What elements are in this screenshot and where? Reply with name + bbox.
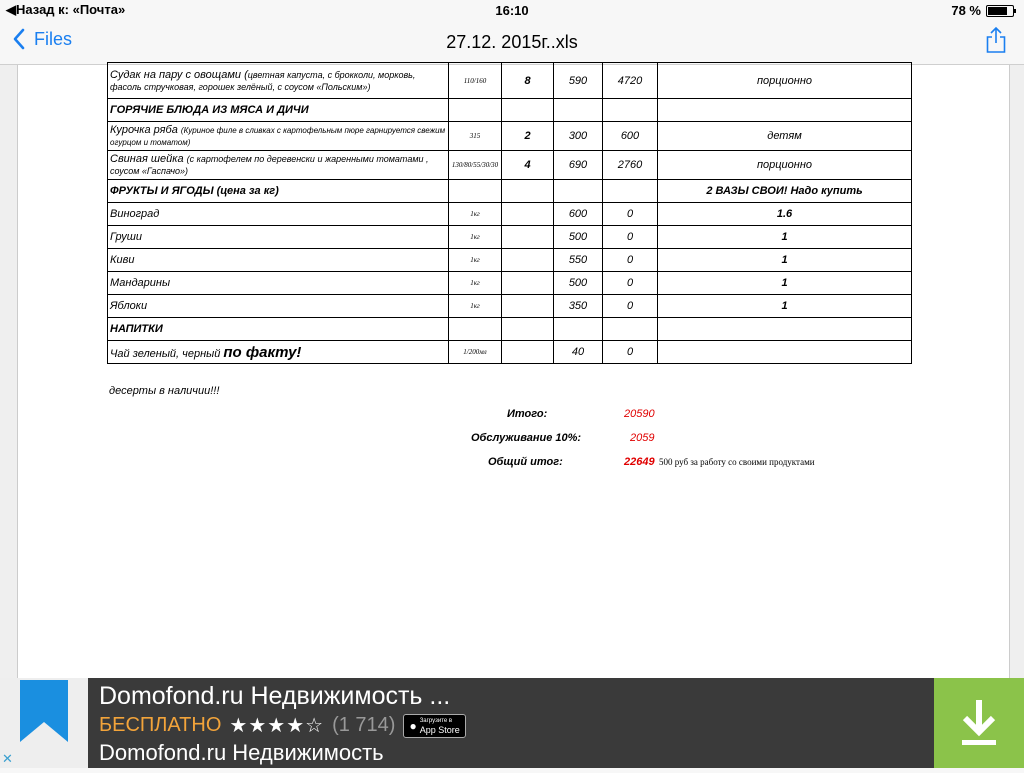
section-title: НАПИТКИ <box>108 318 449 341</box>
ad-price: БЕСПЛАТНО <box>99 714 222 736</box>
dish-weight: 110/160 <box>449 63 502 99</box>
dish-sum: 0 <box>603 272 658 295</box>
files-back-label: Files <box>34 28 73 49</box>
dish-weight: 130/80/55/30/30 <box>449 151 502 180</box>
dish-price: 350 <box>554 295 603 318</box>
total-value: 20590 <box>624 408 655 420</box>
spreadsheet-page <box>17 65 1010 678</box>
battery-indicator <box>951 3 1014 18</box>
menu-table <box>107 62 912 364</box>
dish-name: Яблоки <box>108 295 449 318</box>
ad-banner[interactable] <box>0 678 1024 768</box>
table-row <box>108 226 912 249</box>
dish-price: 550 <box>554 249 603 272</box>
dish-note: 1.6 <box>658 203 912 226</box>
table-row <box>108 272 912 295</box>
store-small-text: Загрузите в <box>419 717 453 724</box>
store-name: App Store <box>419 724 460 735</box>
dish-weight: 1кг <box>449 226 502 249</box>
table-row <box>108 295 912 318</box>
dish-price: 600 <box>554 203 603 226</box>
app-store-badge[interactable] <box>403 714 465 738</box>
dish-name: Свиная шейка (с картофелем по деревенски и жаренными томатами , соусом «Гаспачо») <box>108 151 449 180</box>
dish-sum: 0 <box>603 295 658 318</box>
dish-note: 1 <box>658 272 912 295</box>
table-row <box>108 249 912 272</box>
dish-sum: 600 <box>603 122 658 151</box>
dish-sum: 0 <box>603 341 658 364</box>
rating-stars-icon: ★★★★☆ <box>229 715 325 737</box>
dish-qty: 2 <box>502 122 554 151</box>
dish-qty <box>502 295 554 318</box>
dish-weight: 1кг <box>449 203 502 226</box>
grand-total-label: Общий итог: <box>488 456 563 468</box>
table-row <box>108 151 912 180</box>
battery-icon <box>986 5 1014 17</box>
table-row <box>108 122 912 151</box>
dish-sum: 0 <box>603 249 658 272</box>
share-button[interactable] <box>986 26 1006 59</box>
dish-name: Киви <box>108 249 449 272</box>
dish-sum: 4720 <box>603 63 658 99</box>
dish-weight: 1кг <box>449 249 502 272</box>
dish-sum: 0 <box>603 226 658 249</box>
grand-total-note: 500 руб за работу со своими продуктами <box>659 457 815 467</box>
dish-name: Груши <box>108 226 449 249</box>
section-row <box>108 318 912 341</box>
share-icon <box>986 26 1006 54</box>
dish-name: Мандарины <box>108 272 449 295</box>
bookmark-icon <box>0 678 88 768</box>
emphasis-text: по факту! <box>223 343 302 361</box>
apple-icon: ● <box>409 718 417 733</box>
rating-count: (1 714) <box>332 714 396 736</box>
section-row <box>108 180 912 203</box>
dish-note: 1 <box>658 295 912 318</box>
download-icon <box>934 678 1024 768</box>
dish-qty <box>502 272 554 295</box>
download-button[interactable] <box>934 678 1024 768</box>
ad-subtitle: Domofond.ru Недвижимость <box>99 740 384 765</box>
section-title: ГОРЯЧИЕ БЛЮДА ИЗ МЯСА И ДИЧИ <box>108 99 449 122</box>
dish-qty <box>502 249 554 272</box>
grand-total-value: 22649 <box>624 456 655 468</box>
battery-percent: 78 % <box>951 3 981 18</box>
desserts-note: десерты в наличии!!! <box>109 385 220 397</box>
dish-price: 690 <box>554 151 603 180</box>
dish-name: Курочка ряба (Куриное филе в сливках с картофельным пюре гарнируется свежим огурцом и томатом) <box>108 122 449 151</box>
section-note: 2 ВАЗЫ СВОИ! Надо купить <box>658 180 912 203</box>
dish-weight: 1кг <box>449 295 502 318</box>
dish-price: 40 <box>554 341 603 364</box>
dish-note: порционно <box>658 151 912 180</box>
dish-name: Чай зеленый, черный по факту! <box>108 341 449 364</box>
dish-sum: 0 <box>603 203 658 226</box>
dish-sum: 2760 <box>603 151 658 180</box>
table-row <box>108 63 912 99</box>
dish-price: 500 <box>554 226 603 249</box>
dish-price: 300 <box>554 122 603 151</box>
dish-qty <box>502 341 554 364</box>
table-row <box>108 203 912 226</box>
table-row <box>108 341 912 364</box>
document-viewer[interactable] <box>0 65 1024 678</box>
dish-name: Виноград <box>108 203 449 226</box>
dish-qty: 8 <box>502 63 554 99</box>
dish-weight: 1/200мл <box>449 341 502 364</box>
dish-name: Судак на пару с овощами (цветная капуста, с брокколи, морковь, фасоль стручковая, горошек зелёный, с соусом «Польским») <box>108 63 449 99</box>
dish-note: детям <box>658 122 912 151</box>
ad-title: Domofond.ru Недвижимость ... <box>99 682 451 710</box>
status-bar <box>0 0 1024 20</box>
navigation-bar <box>0 20 1024 65</box>
dish-note <box>658 341 912 364</box>
dish-price: 500 <box>554 272 603 295</box>
section-title: ФРУКТЫ И ЯГОДЫ (цена за кг) <box>108 180 449 203</box>
close-ad-icon[interactable]: ✕ <box>2 751 13 766</box>
service-label: Обслуживание 10%: <box>471 432 582 444</box>
document-title: 27.12. 2015г..xls <box>446 32 578 52</box>
section-row <box>108 99 912 122</box>
dish-weight: 1кг <box>449 272 502 295</box>
service-value: 2059 <box>630 432 655 444</box>
dish-qty <box>502 203 554 226</box>
dish-qty: 4 <box>502 151 554 180</box>
ad-meta <box>99 713 466 738</box>
dish-weight: 315 <box>449 122 502 151</box>
dish-note: порционно <box>658 63 912 99</box>
total-label: Итого: <box>507 408 548 420</box>
dish-qty <box>502 226 554 249</box>
dish-note: 1 <box>658 226 912 249</box>
back-to-mail-link[interactable]: ◀Назад к: «Почта» <box>6 2 126 17</box>
dish-price: 590 <box>554 63 603 99</box>
clock: 16:10 <box>495 3 529 18</box>
back-to-mail-label: Назад к: «Почта» <box>16 2 126 17</box>
dish-note: 1 <box>658 249 912 272</box>
app-icon <box>0 678 88 768</box>
